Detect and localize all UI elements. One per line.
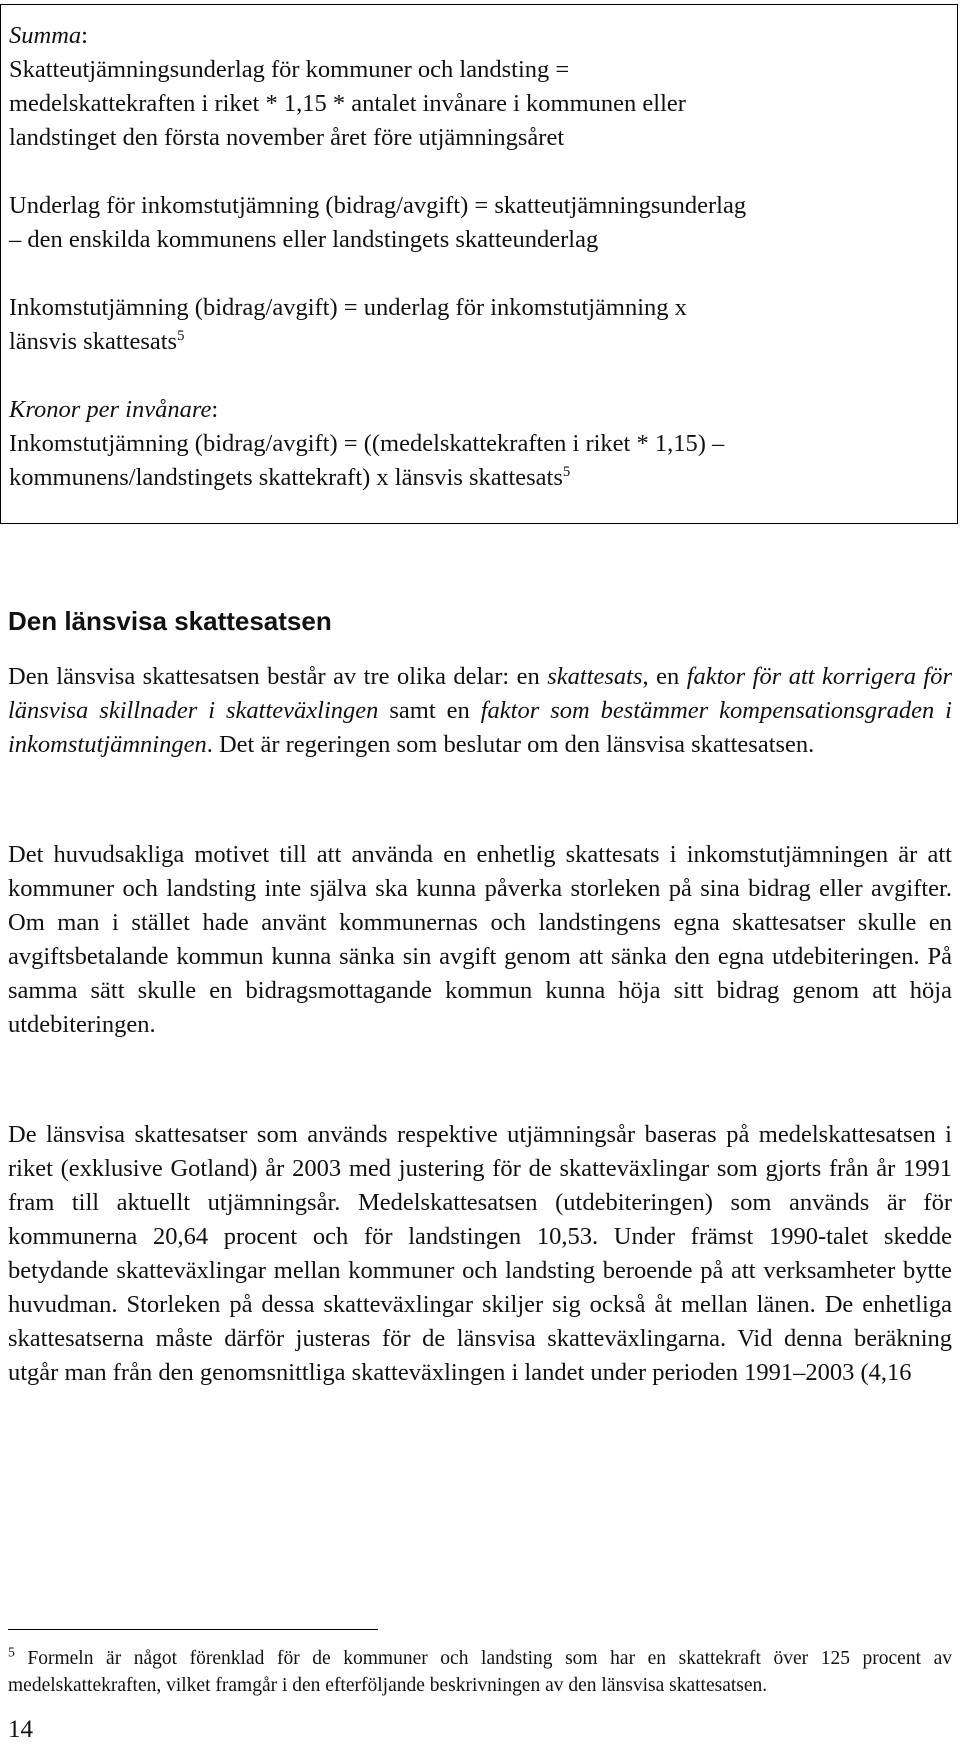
kronor-formula-line-2: kommunens/landstingets skattekraft) x länsvis skattesats$^5$ (9, 463, 571, 491)
footnote-separator (8, 1629, 378, 1630)
inkomst-formula-line-1: Inkomstutjämning (bidrag/avgift) = underlag för inkomstutjämning x (9, 294, 687, 321)
footnote-reference: 5 (177, 327, 185, 344)
summa-formula-line-2: medelskattekraften i riket * 1,15 * antalet invånare i kommunen eller (9, 90, 686, 117)
footnote: $^5$ Formeln är något förenklad för de kommuner och landsting som har en skattekraft över 125 procent av medelskattekraften, vilket framgår i den efterföljande beskrivningen av den länsvisa skattesatsen. (8, 1644, 952, 1696)
footnote-number: 5 (8, 1644, 15, 1660)
kronor-label: Kronor per invånare (9, 396, 212, 423)
inkomst-formula-line-2: länsvis skattesats$^5$ (9, 327, 185, 355)
paragraph-3: De länsvisa skattesatser som används respektive utjämningsår baseras på medelskattesatsen i riket (exklusive Gotland) år 2003 med justering för de skatteväxlingar som gjorts från år 1991 fram till aktuellt utjämningsår. Medelskattesatsen (utdebiteringen) som används är för kommunerna 20,64 procent och för landstingen 10,53. Under främst 1990-talet skedde betydande skatteväxlingar mellan kommuner och landsting beroende på att verksamheter bytte huvudman. Storleken på dessa skatteväxlingar skiljer sig också åt mellan länen. De enhetliga skattesatserna måste därför justeras för de länsvisa skatteväxlingarna. Vid denna beräkning utgår man från den genomsnittliga skatteväxlingen i landet under perioden 1991–2003 (4,16 (8, 1121, 952, 1386)
underlag-formula-line-2: – den enskilda kommunens eller landstingets skatteunderlag (9, 226, 599, 253)
footnote-reference: 5 (562, 463, 571, 480)
summa-label-line: Summa: (9, 22, 88, 49)
page-number: 14 (8, 1716, 33, 1743)
formula-box (0, 4, 958, 524)
underlag-formula-line-1: Underlag för inkomstutjämning (bidrag/avgift) = skatteutjämningsunderlag (9, 192, 747, 219)
summa-formula-line-3: landstinget den första november året före utjämningsåret (9, 124, 565, 151)
kronor-formula-line-1: Inkomstutjämning (bidrag/avgift) = ((medelskattekraften i riket * 1,15) – (9, 430, 725, 457)
summa-label: Summa (9, 22, 82, 49)
paragraph-2: Det huvudsakliga motivet till att använda en enhetlig skattesats i inkomstutjämningen är att kommuner och landsting inte själva ska kunna påverka storleken på sina bidrag eller avgifter. Om man i stället hade använt kommunernas och landstingens egna skattesatser skulle en avgiftsbetalande kommun kunna sänka sin avgift genom att sänka den egna utdebiteringen. På samma sätt skulle en bidragsmottagande kommun kunna höja sitt bidrag genom att höja utdebiteringen. (8, 841, 952, 1038)
kronor-label-line: Kronor per invånare: (9, 396, 219, 423)
section-heading: Den länsvisa skattesatsen (8, 606, 332, 636)
paragraph-1: Den länsvisa skattesatsen består av tre olika delar: en skattesats, en faktor för att korrigera för länsvisa skillnader i skatteväxlingen samt en faktor som bestämmer kompensationsgraden i inkomstutjämningen. Det är regeringen som beslutar om den länsvisa skattesatsen. (8, 663, 952, 758)
summa-formula-line-1: Skatteutjämningsunderlag för kommuner och landsting = (9, 56, 570, 83)
